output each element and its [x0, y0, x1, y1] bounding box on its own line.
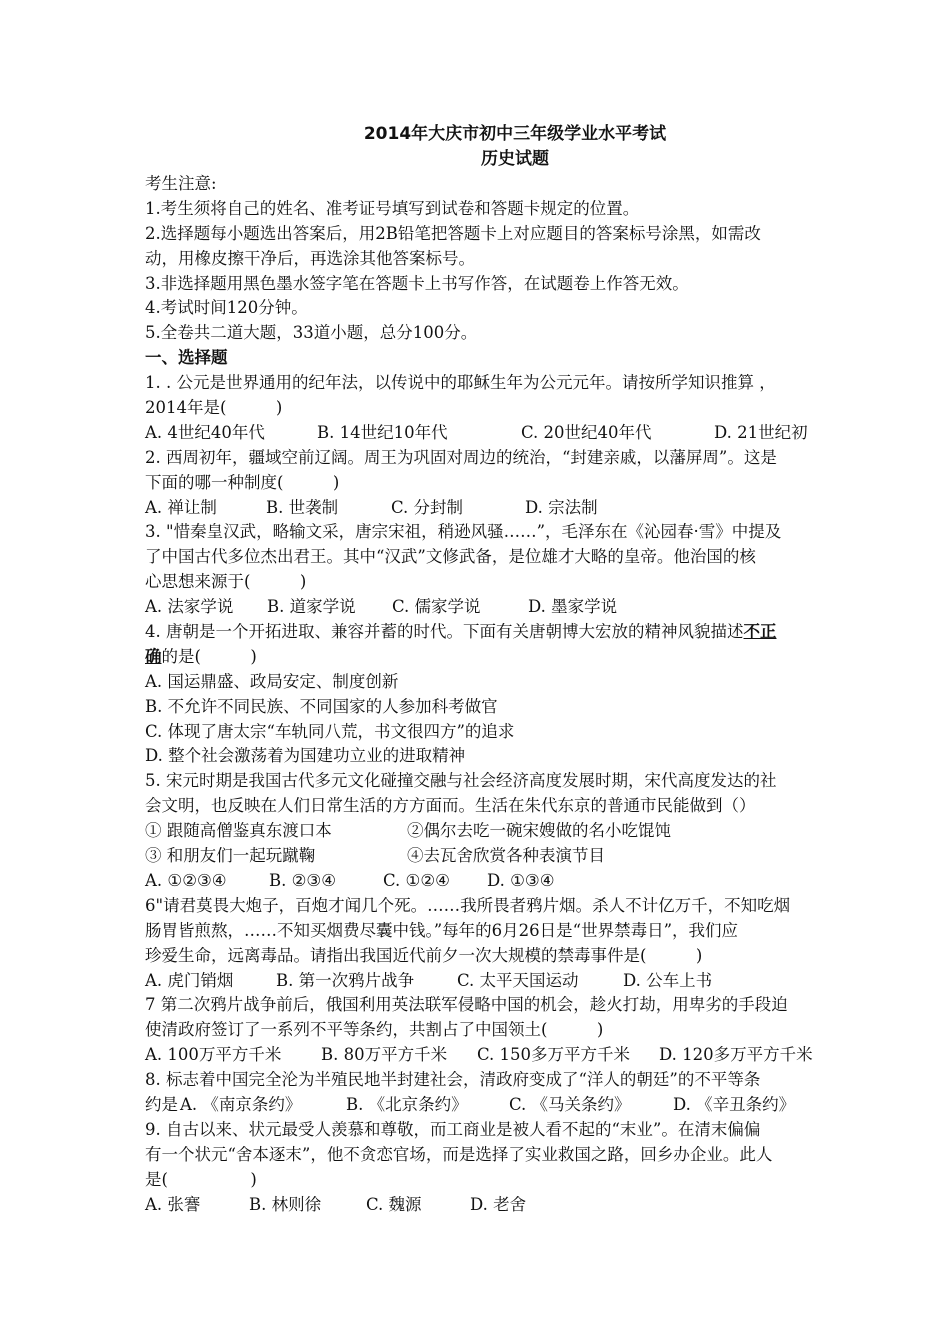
- question-text: [145, 645, 865, 670]
- question-text: 5. 宋元时期是我国古代多元文化碰撞交融与社会经济高度发展时期，宋代高度发达的社: [145, 771, 777, 791]
- notice-item: 3.非选择题用黑色墨水签字笔在答题卡上书写作答，在试题卷上作答无效。: [145, 273, 689, 293]
- question-text: 6"请君莫畏大炮子，百炮才闻几个死。……我所畏者鸦片烟。杀人不计亿万千，不知吃烟: [145, 895, 791, 915]
- exam-title: 2014年大庆市初中三年级学业水平考试: [363, 124, 667, 144]
- option-a: A. 虎门销烟: [145, 970, 234, 990]
- question-text: 7 第二次鸦片战争前后，俄国利用英法联军侵略中国的机会，趁火打劫，用卑劣的手段迫: [145, 995, 788, 1015]
- question-options: [145, 496, 865, 521]
- question-options: [145, 869, 865, 894]
- option-d: D. 120多万平方千米: [659, 1045, 813, 1065]
- statement-item: ① 跟随高僧鉴真东渡口本: [145, 821, 332, 841]
- question-text: [145, 620, 865, 645]
- question-text: 有一个状元“舍本逐末”，他不贪恋官场，而是选择了实业救国之路，回乡办企业。此人: [145, 1144, 773, 1164]
- question-text: 是( ): [145, 1169, 257, 1189]
- option-c: C. 儒家学说: [392, 597, 481, 617]
- option-c: C. ①②④: [383, 870, 450, 890]
- question-text: 3. "惜秦皇汉武，略输文采，唐宗宋祖，稍逊风骚……”，毛泽东在《沁园春·雪》中提及: [145, 522, 782, 542]
- exam-page: [145, 122, 865, 1217]
- notice-item: 2.选择题每小题选出答案后，用2B铅笔把答题卡上对应题目的答案标号涂黑，如需改: [145, 223, 761, 243]
- question-text: 1. . 公元是世界通用的纪年法，以传说中的耶稣生年为公元元年。请按所学知识推算 ，: [145, 373, 776, 393]
- statement-row: [145, 819, 865, 844]
- option-b: B. 80万平方千米: [321, 1045, 448, 1065]
- section-heading: 一、选择题: [145, 348, 228, 368]
- option-a: A. 禅让制: [145, 497, 217, 517]
- option-a: A. 《南京条约》: [180, 1094, 302, 1114]
- option-d: D. ①③④: [487, 870, 555, 890]
- question-text: 8. 标志着中国完全沦为半殖民地半封建社会，清政府变成了“洋人的朝廷”的不平等条: [145, 1070, 761, 1090]
- question-options: [145, 1043, 865, 1068]
- question-text: 使清政府签订了一系列不平等条约，共割占了中国领土( ): [145, 1020, 604, 1040]
- notice-heading: 考生注意:: [145, 174, 217, 193]
- question-options: [145, 1193, 865, 1218]
- option-c: C. 体现了唐太宗“车轨同八荒，书文很四方”的追求: [145, 721, 515, 741]
- statement-item: ②偶尔去吃一碗宋嫂做的名小吃馄饨: [407, 821, 671, 841]
- question-options: [145, 595, 865, 620]
- option-d: D. 老舍: [470, 1194, 527, 1214]
- underlined-emphasis: 不正: [743, 622, 777, 642]
- notice-item: 4.考试时间120分钟。: [145, 298, 308, 318]
- question-text: 肠胃皆煎熬，……不知买烟费尽囊中钱。”每年的6月26日是“世界禁毒日”，我们应: [145, 920, 739, 940]
- option-b: B. 14世纪10年代: [317, 422, 448, 442]
- notice-item: 动，用橡皮擦干净后，再选涂其他答案标号。: [145, 248, 475, 268]
- question-text-part: 约是: [145, 1094, 178, 1114]
- question-text-part: 的是( ): [161, 646, 257, 666]
- question-text: 下面的哪一种制度( ): [145, 472, 340, 492]
- option-c: C. 150多万平方千米: [477, 1045, 631, 1065]
- option-c: C. 《马关条约》: [509, 1094, 631, 1114]
- option-d: D. 墨家学说: [528, 597, 618, 617]
- notice-item: 5.全卷共二道大题，33道小题，总分100分。: [145, 323, 478, 343]
- option-c: C. 太平天国运动: [457, 970, 579, 990]
- option-b: B. 道家学说: [267, 597, 356, 617]
- exam-subtitle: 历史试题: [481, 149, 549, 169]
- underlined-emphasis: 确: [145, 646, 162, 666]
- option-b: B. 世袭制: [266, 497, 339, 517]
- question-text: 了中国古代多位杰出君王。其中“汉武”文修武备，是位雄才大略的皇帝。他治国的核: [145, 547, 756, 567]
- option-a: A. 4世纪40年代: [145, 422, 265, 442]
- question-options: [145, 421, 865, 446]
- option-b: B. 不允许不同民族、不同国家的人参加科考做官: [145, 696, 498, 716]
- question-text: 2014年是( ): [145, 398, 283, 418]
- notice-item: 1.考生须将自己的姓名、准考证号填写到试卷和答题卡规定的位置。: [145, 198, 640, 218]
- statement-item: ③ 和朋友们一起玩蹴鞠: [145, 846, 316, 866]
- option-a: A. 张謇: [145, 1194, 201, 1214]
- question-text: 珍爱生命，远离毒品。请指出我国近代前夕一次大规模的禁毒事件是( ): [145, 945, 703, 965]
- question-options: [145, 969, 865, 994]
- question-options: [145, 1093, 865, 1118]
- option-d: D. 宗法制: [525, 497, 598, 517]
- statement-row: [145, 844, 865, 869]
- question-text: 会文明，也反映在人们日常生活的方方面而。生活在朱代东京的普通市民能做到（）: [145, 796, 756, 816]
- option-d: D. 公车上书: [623, 970, 713, 990]
- question-text: 2. 西周初年，疆域空前辽阔。周王为巩固对周边的统治，“封建亲戚，以藩屏周”。这是: [145, 447, 777, 467]
- question-text: 9. 自古以来、状元最受人羡慕和尊敬，而工商业是被人看不起的“末业”。在清末偏偏: [145, 1119, 761, 1139]
- question-text: 心思想来源于( ): [145, 572, 307, 592]
- option-a: A. ①②③④: [145, 870, 227, 890]
- option-c: C. 魏源: [366, 1194, 422, 1214]
- question-text-part: 4. 唐朝是一个开拓进取、兼容并蓄的时代。下面有关唐朝博大宏放的精神风貌描述: [145, 622, 744, 642]
- option-d: D. 《辛丑条约》: [673, 1094, 796, 1114]
- option-d: D. 整个社会激荡着为国建功立业的进取精神: [145, 746, 466, 766]
- option-a: A. 100万平方千米: [145, 1045, 282, 1065]
- option-b: B. 第一次鸦片战争: [276, 970, 415, 990]
- option-c: C. 分封制: [391, 497, 464, 517]
- option-d: D. 21世纪初: [714, 422, 808, 442]
- option-b: B. 林则徐: [249, 1194, 322, 1214]
- option-b: B. ②③④: [269, 870, 336, 890]
- option-c: C. 20世纪40年代: [521, 422, 652, 442]
- statement-item: ④去瓦舍欣赏各种表演节目: [407, 846, 605, 866]
- option-a: A. 法家学说: [145, 597, 234, 617]
- option-b: B. 《北京条约》: [346, 1094, 468, 1114]
- option-a: A. 国运鼎盛、政局安定、制度创新: [145, 671, 399, 691]
